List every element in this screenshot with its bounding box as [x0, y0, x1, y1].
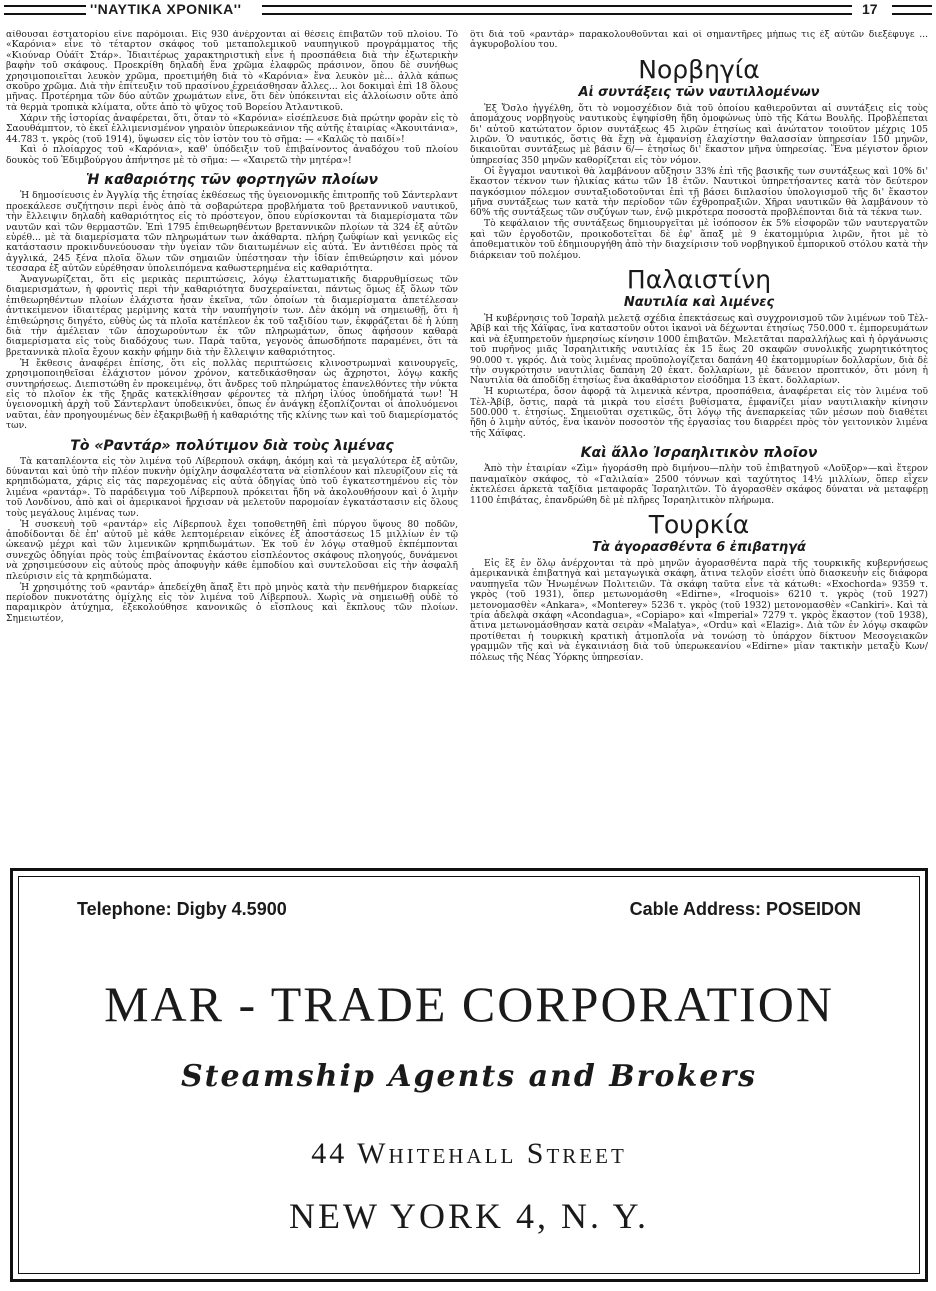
- article-paragraph: Ἡ κυβέρνησις τοῦ Ἰσραὴλ μελετᾷ σχέδια ἐπεκτάσεως καὶ συγχρονισμοῦ τῶν λιμένων τοῦ Τὲλ-Ἀβίβ καὶ τῆς Χάϊφας, ἵνα καταστοῦν οὗτοι ἱκανοὶ νὰ δέχωνται ἐτησίως 750.000 τ. ἐμπορευμάτων καὶ νὰ ἐξυπηρετοῦν ἡμερησίως κίνησιν 1000 ἐπιβατῶν. Μελετᾶται παραλλήλως καὶ ἡ ὀργάνωσις τοῦ πυρῆνος μιᾶς Ἰσραηλιτικῆς ναυτιλίας ἐκ 15 ἕως 20 σκαφῶν συνολικῆς χωρητικότητος 90.000 τ. γκρός. Διὰ τοὺς λιμένας προϋπολογίζεται δαπάνη 40 ἑκατομμυρίων δολλαρίων, διὰ δὲ τὴν συγκρότησιν ναυτιλίας δαπάνη 20 ἑκατ. δολλαρίων, μὲ δάνειον προπτικόν, ὅτι μόνη ἡ Ναυτιλία θὰ ἀποδίδῃ ἐτησίως ἕνα ἀκαθάριστον εἰσόδημα 13 ἑκατ. δολλαρίων.: [470, 312, 928, 387]
- ad-street-address: 44 Whitehall Street: [311, 1137, 627, 1170]
- running-header: [0, 0, 936, 24]
- article-paragraph: αίθουσαι ἑστιατορίου εἶνε παρόμοιαι. Εἰς 930 ἀνέρχονται αἱ θέσεις ἐπιβατῶν τοῦ πλοίου. Τὸ «Καρόνια» εἶνε τὸ τέταρτον σκάφος τοῦ μεταπολεμικοῦ ναυπηγικοῦ προγράμματος τῆς «Κιούναρ Οὐάϊτ Στάρ». Ἰδιαιτέρως χαρακτηριστικὴ εἶνε ἡ προσπάθεια διὰ τὴν ἐξωτερικὴν βαφὴν τοῦ σκάφους. Προεκρίθη δηλαδὴ ἕνα χρῶμα ἐλαφρῶς πράσινον, ὅπου δὲ συνήθως χρησιμοποιεῖται λευκὸν χρῶμα, προετιμήθη διὰ τὸ «Καρόνια» ἕνα λευκὸν μὲ... ἀλλὰ κάπως σκοῦρο χρῶμα. Διὰ τὴν ἐπίτευξιν τοῦ πρασίνου ἐχρειάσθησαν ἄλλες... λοι δοκιμαὶ ἐπὶ 18 ὅλους μῆνας. Προτέρημα τῶν δύο αὐτῶν χρωμάτων εἶνε, ὅτι δὲν ὑπόκεινται εἰς ἀλλοίωσιν οὔτε ἀπὸ τὰ θερμὰ τροπικὰ κλίματα, οὔτε ἀπὸ τὸ ψῦχος τοῦ Βορείου Ἀτλαντικοῦ.: [6, 30, 458, 113]
- article-paragraph: Ἡ χρησιμότης τοῦ «ραντάρ» ἀπεδείχθη ἅπαξ ἔτι πρὸ μηνὸς κατὰ τὴν πενθήμερον διαρκείας περίοδον πυκνοτάτης ὁμίχλης εἰς τὸν λιμένα τοῦ Λίβερπουλ. Χωρὶς νὰ σημειωθῇ οὐδὲ τὸ παραμικρὸν ἀτύχημα, ἐξεκολούθησε κανονικῶς ὁ εἴσπλους καὶ ἔκπλους τῶν πλοίων. Σημειωτέον,: [6, 581, 458, 624]
- subheading-pensions: Αἱ συντάξεις τῶν ναυτιλλομένων: [578, 84, 820, 100]
- section-heading-radar: Τὸ «Ραντάρ» πολύτιμον διὰ τοὺς λιμένας: [70, 437, 394, 454]
- section-heading-cleanliness: Ἡ καθαριότης τῶν φορτηγῶν πλοίων: [86, 172, 378, 189]
- country-heading-norway: Νορβηγία: [638, 54, 760, 84]
- advertisement-inner-border: [18, 876, 920, 1274]
- article-paragraph: Ἡ κυριωτέρα, ὅσον ἀφορᾷ τὰ λιμενικὰ κέντρα, προσπάθεια, ἀναφέρεται εἰς τὸν λιμένα τοῦ Τὲλ-Ἀβίβ, ὅστις, παρὰ τὰ μικρὰ του εἰσέτι βυθίσματα, ἐμφανίζει μίαν ναυτιλιακὴν κίνησιν 500.000 τ. ἐτησίως. Σημειοῦται σχετικῶς, ὅτι λόγῳ τῆς ἀνεπαρκείας τῶν μέσων ποὺ διαθέτει ἤδη ὁ λιμὴν αὐτός, ἕνα ἱκανὸν ποσοστὸν τῆς ἐργασίας του διαρρέει πρὸς τὸν γειτονικὸν λιμένα τῆς Χάϊφας.: [470, 386, 928, 439]
- ad-company-name: MAR - TRADE CORPORATION: [104, 976, 834, 1032]
- article-paragraph: Ἡ συσκευὴ τοῦ «ραντάρ» εἰς Λίβερπουλ ἔχει τοποθετηθῆ ἐπὶ πύργου ὕψους 80 ποδῶν, ἀποδίδονται δὲ ἐπ' αὐτοῦ μὲ κάθε λεπτομέρειαν εἰκόνες ἐξ ἀποστάσεως 15 μιλλίων ἐν τῷ ὠκεανῷ μέχρι καὶ τῶν λιμενικῶν κρηπιδωμάτων. Ἐκ τοῦ ἐν λόγῳ σταθμοῦ ἐκπέμπονται συνεχῶς ὁδηγίαι πρὸς τοὺς ἐπιβαίνοντας ἑκάστου εἰσπλέοντος σκάφους πλοηγούς, δυνάμενοι νὰ χρησιμεύσουν εἰς αὐτοὺς πρὸς ἀποφυγὴν κάθε ἐμποδίου καὶ συντελοῦσαι εἰς τὴν ἀσφαλῆ πλεύρισιν εἰς τὰ κρηπιδώματα.: [6, 518, 458, 582]
- article-paragraph: ὅτι διὰ τοῦ «ραντάρ» παρακολουθοῦνται καὶ οἱ σημαντῆρες μήπως τις ἐξ αὐτῶν διεξέφυγε ... ἀγκυροβολίου του.: [470, 30, 928, 51]
- article-paragraph: Ἡ δημοσίευσις ἐν Ἀγγλίᾳ τῆς ἐτησίας ἐκθέσεως τῆς ὑγειονομικῆς ἐπιτροπῆς τοῦ Σάντερλαντ προεκάλεσε συζήτησιν περὶ ἑνὸς ἀπὸ τὰ σοβαρώτερα προβλήματα τοῦ βρεταννικοῦ ναυτικοῦ, τὴν ἔλλειψιν δηλαδὴ καθαριότητος εἰς τὸ πρόστεγον, ὅπου εὑρίσκονται τὰ διαμερίσματα τῶν ναυτῶν καὶ τῶν θερμαστῶν. Ἐπὶ 1795 ἐπιθεωρηθέντων βρεταννικῶν πλοίων τὰ 324 ἐξ αὐτῶν εὑρέθ... μὲ τὰ διαμερίσματα τῶν πληρωμάτων των ἀκάθαρτα. πλήρη ζωΰφίων καὶ γενικῶς εἰς κατάστασιν προκινδυνεύουσαν τὴν ὑγείαν τῶν διαιτωμένων εἰς αὐτά. Ἐν ἀντιθέσει πρὸς τὰ ἀγγλικά, 245 ξένα πλοῖα ὅλων τῶν σημαιῶν ὑπέστησαν τὴν ἰδίαν ἐπιθεώρησιν καὶ μόνον τέσσαρα ἐξ αὐτῶν εὑρέθησαν ὑπολειπόμενα καθωστερημένα εἰς καθαριότητα.: [6, 190, 458, 275]
- page-number: 17: [862, 1, 878, 17]
- article-paragraph: Τὰ καταπλέοντα εἰς τὸν λιμένα τοῦ Λίβερπουλ σκάφη, ἀκόμη καὶ τὰ μεγαλύτερα ἐξ αὐτῶν, δύνανται καὶ ὑπὸ τὴν πλέον πυκνὴν ὁμίχλην ἀσφαλέστατα νὰ εἰσπλέουν καὶ πλευρίζουν εἰς τὰ κρηπιδώματα, χάρις εἰς τὰς παρεχομένας εἰς αὐτὰ ὁδηγίας ὑπὸ τοῦ ἐγκατεστημένου εἰς τὸν λιμένα «ραντάρ». Τὸ παράδειγμα τοῦ Λίβερπουλ πρόκειται ἤδη νὰ ἀκολουθήσουν καὶ ὁ λιμὴν τοῦ Λονδίνου, ἀπὸ καὶ οἱ ἀμερικανοὶ ἤρχισαν νὰ μελετοῦν παρομοίαν ἐγκατάστασιν εἰς ὅλους τοὺς μεγάλους λιμένας των.: [6, 455, 458, 519]
- advertisement-box: [10, 868, 928, 1282]
- country-heading-palestine: Παλαιστίνη: [626, 264, 772, 294]
- article-paragraph: Χάριν τῆς ἱστορίας ἀναφέρεται, ὅτι, ὅταν τὸ «Καρόνια» εἰσέπλευσε διὰ πρώτην φορὰν εἰς τὸ Σαουθάμπτον, τὸ ἐκεῖ ἐλλιμενισμένον γηραιὸν ὑπερωκεάνιον τῆς αὐτῆς ἑταιρίας «Ἀκουιτάνια», 44.783 τ. γκρὸς (τοῦ 1914), ὕψωσεν εἰς τὸν ἱστὸν του τὸ σῆμα: — «Καλῶς τὸ παιδί»!: [6, 112, 458, 145]
- article-paragraph: Εἰς ἓξ ἐν ὅλῳ ἀνέρχονται τὰ πρὸ μηνῶν ἀγορασθέντα παρὰ τῆς τουρκικῆς κυβερνήσεως ἀμερικανικὰ ἐπιβατηγὰ καὶ μεταγωγικὰ σκάφη, ἅτινα τελοῦν εἰσέτι ὑπὸ διασκευὴν εἰς διάφορα ναυπηγεῖα τῶν Ἡνωμένων Πολιτειῶν. Τὰ σκάφη ταῦτα εἶνε τὰ κάτωθι: «Exochorda» 9359 τ. γκρὸς (τοῦ 1931), ὅπερ μετωνομάσθη «Edirne», «Iroquois» 6210 τ. γκρὸς (τοῦ 1927) μετονομασθὲν «Ankara», «Monterey» 5236 τ. γκρὸς (τοῦ 1932) μετονομασθὲν «Cankiri». Καὶ τὰ τρία ἀδελφὰ σκάφη «Acondagua», «Copiapo» καὶ «Imperial» 7279 τ. γκρὸς ἕκαστον (τοῦ 1938), ἅτινα μετωνομάσθησαν κατὰ σειρὰν «Malatya», «Ordu» καὶ «Elazig». Διὰ τῶν ἐν λόγῳ σκαφῶν προτίθεται ἡ τουρκικὴ κρατικὴ ἀτμοπλοΐα νὰ τονώσῃ τὸ ὑπάρχον δίκτυον Μεσογειακῶν γραμμῶν τῆς καὶ νὰ ἐγκαινιάσῃ διὰ τοῦ ὑπερωκεανίου «Edirne» μίαν τακτικὴν μεταξὺ Κων/πόλεως τῆς Νέας Ὑόρκης ὑπηρεσίαν.: [470, 557, 928, 663]
- article-paragraph: Ἐξ Ὄσλο ἠγγέλθη, ὅτι τὸ νομοσχέδιον διὰ τοῦ ὁποίου καθιεροῦνται αἱ συντάξεις εἰς τοὺς ἀπομάχους νορβηγοὺς ναυτικοὺς ἐψηφίσθη ἤδη ὁμοφώνως ὑπὸ τῆς Κάτω Βουλῆς. Προβλέπεται δι' αὐτοῦ κατώτατον ὅριον συντάξεως 45 λιρῶν ἐτησίως καὶ ἀνώτατον τοιοῦτον μέχρις 105 λιρῶν. Ὁ ναυτικός, ὅστις θὰ ἔχῃ νὰ ἐμφανίσῃ ἐλαχίστην θαλασσίαν ὑπηρεσίαν 150 μηνῶν, δικαιοῦται συντάξεως μὲ βάσιν 6/— ἐτησίως δι' ἕκαστον μῆνα ὑπηρεσίας. Ἕνα μέγιστον ὅριον ὑπηρεσίας 350 μηνῶν καθορίζεται εἰς τὸν νόμον.: [470, 102, 928, 166]
- header-rule-middle: [262, 5, 852, 15]
- header-rule-left: [4, 5, 86, 15]
- section-heading-israeli-ship: Καὶ ἄλλο Ἰσραηλιτικὸν πλοῖον: [580, 445, 818, 462]
- right-column: [470, 30, 928, 840]
- ad-cable-address: Cable Address: POSEIDON: [629, 899, 861, 919]
- article-paragraph: Καὶ ὁ πλοίαρχος τοῦ «Καρόνια», καθ' ὑπόδειξιν τοῦ ἐπιβαίνοντος ἀναδόχου τοῦ πλοίου δουκὸς τοῦ Ἐδιμβούργου ἀπήντησε μὲ τὸ σῆμα: — «Χαιρετῶ τὴν μητέρα»!: [6, 144, 458, 166]
- publication-title: ''ΝΑΥΤΙΚΑ ΧΡΟΝΙΚΑ'': [90, 1, 242, 17]
- header-rule-right: [892, 5, 932, 15]
- article-paragraph: Ἀπὸ τὴν ἑταιρίαν «Ζὶμ» ἠγοράσθη πρὸ διμήνου—πλὴν τοῦ ἐπιβατηγοῦ «Λοῦξορ»—καὶ ἕτερον παναμαϊκὸν σκάφος, τὸ «Γαλιλαία» 2500 τόννων καὶ ταχύτητος 14½ μιλλίων, ὅπερ εἶχεν ἐκτελέσει ἀρκετὰ ταξίδια μεταφορᾶς Ἰσραηλιτῶν. Τὸ ἀγορασθὲν σκάφος δύναται νὰ μεταφέρῃ 1100 ἐπιβάτας, ἐπανδρώθη δὲ μὲ πλῆρες Ἰσραηλιτικὸν πλήρωμα.: [470, 463, 928, 506]
- article-paragraph: Ἡ ἔκθεσις ἀναφέρει ἐπίσης, ὅτι εἰς πολλὰς περιπτώσεις κλινοστρωμναὶ καινουργεῖς, χρησιμοποιηθεῖσαι ἐλάχιστον μόνον χρόνον, κατεδικάσθησαν ὡς ἄχρηστοι, λόγῳ κακῆς συντηρήσεως. Διεπιστώθη ἐν προκειμένῳ, ὅτι ἄνδρες τοῦ πληρώματος ἐπανελθόντες τὴν νύκτα εἰς τὸ πλοῖον ἐκ τῆς ξηρᾶς κατεκλίθησαν φέροντες τὰ πλήρη ἰλύος ὑποδήματά των! Ἡ ὑγειονομικὴ ἀρχὴ τοῦ Σάντερλαντ ὑποδεικνύει, ὅπως ἐν ἀνάγκῃ ἐξοπλίζονται οἱ ἀπολυόμενοι ναῦται, ἐὰν προηγουμένως δὲν ἐξακριβωθῇ ἡ καθαριότης τῆς κλίνης των καὶ τοῦ διαμερίσματός των.: [6, 357, 458, 432]
- ad-telephone: Telephone: Digby 4.5900: [77, 899, 287, 919]
- article-paragraph: Ἀναγνωρίζεται, ὅτι εἰς μερικὰς περιπτώσεις, λόγῳ ἐλαττωματικῆς διαρρυθμίσεως τῶν διαμερισμάτων, ἡ φροντὶς περὶ τὴν καθαριότητα δυσχεραίνεται, πάντως ὅμως ἐξ ὅλων τῶν ἐπιθεωρηθέντων πλοίων ἐλάχιστα ἦσαν ἐκεῖνα, τῶν ὁποίων τὰ διαμερίσματα ἀπετέλεσαν ἀντικείμενον ἰδιαιτέρας μερίμνης κατὰ τὴν ναυπήγησίν των. Δὲν ἀκόμη νὰ σημειωθῇ, ὅτι ἡ ἐπιθεώρησις διηγέτο, εὐθὺς ὡς τὰ πλοῖα κατέπλεον ἐκ τοῦ ταξιδίου των, ἐκφράζεται δὲ ἡ λύπη διὰ τὴν ἀμέλειαν τῶν ἀποχωρούντων ἐκ τῶν πληρωμάτων, ὅπως ἀφήσουν καθαρὰ διαμερίσματα εἰς τοὺς διαδόχους των. Παρὰ ταῦτα, γεγονὸς ἀπωσδήποτε παραμένει, ὅτι τὰ βρεταννικὰ πλοῖα ἔχουν κακὴν φήμην διὰ τὴν ἔλλειψιν καθαριότητος.: [6, 274, 458, 358]
- country-heading-turkey: Τουρκία: [648, 509, 750, 539]
- article-paragraph: Τὸ κεφάλαιον τῆς συντάξεως δημιουργεῖται μὲ ἰσόποσον ἐκ 5% εἰσφορῶν τῶν ναυτεργατῶν καὶ τῶν ἐργοδοτῶν, προικοδοτεῖται δὲ ἐφ' ἅπαξ μὲ 9 ἑκατομμύρια λιρῶν, ἤτοι μὲ τὸ ἀποθεματικὸν τοῦ ἐδημιουργήθη ἀπὸ τὴν διαχείρισιν τοῦ νορβηγικοῦ ἐμπορικοῦ στόλου κατὰ τὴν διάρκειαν τοῦ πολέμου.: [470, 218, 928, 261]
- ad-city: NEW YORK 4, N. Y.: [288, 1196, 649, 1236]
- article-paragraph: Οἱ ἔγγαμοι ναυτικοὶ θὰ λαμβάνουν αὔξησιν 33% ἐπὶ τῆς βασικῆς των συντάξεως καὶ 10% δι' ἕκαστον τέκνον των ἡλικίας κάτω τῶν 18 ἐτῶν. Ναυτικοὶ ὑπηρετήσαντες κατὰ τὸν δεύτερον παγκόσμιον πόλεμον συνταξιοδοτοῦνται ἐπὶ τῇ βάσει διπλασίου ὑπολογισμοῦ τῆς δι' ἕκαστον μῆνα συντάξεως των κατὰ τὴν περίοδον τῶν ἐχθροπραξιῶν. Χῆραι ναυτικῶν θὰ λαμβάνουν τὸ 60% τῆς συντάξεως τῶν συζύγων των, ἐνῷ μικρότερα ποσοστὰ προβλέπονται διὰ τὰ τέκνα των.: [470, 165, 928, 219]
- subheading-shipping-ports: Ναυτιλία καὶ λιμένες: [623, 294, 775, 310]
- ad-tagline: Steamship Agents and Brokers: [180, 1059, 758, 1094]
- subheading-passenger-ships: Τὰ ἀγορασθέντα 6 ἐπιβατηγά: [592, 539, 806, 555]
- left-column: [6, 30, 458, 840]
